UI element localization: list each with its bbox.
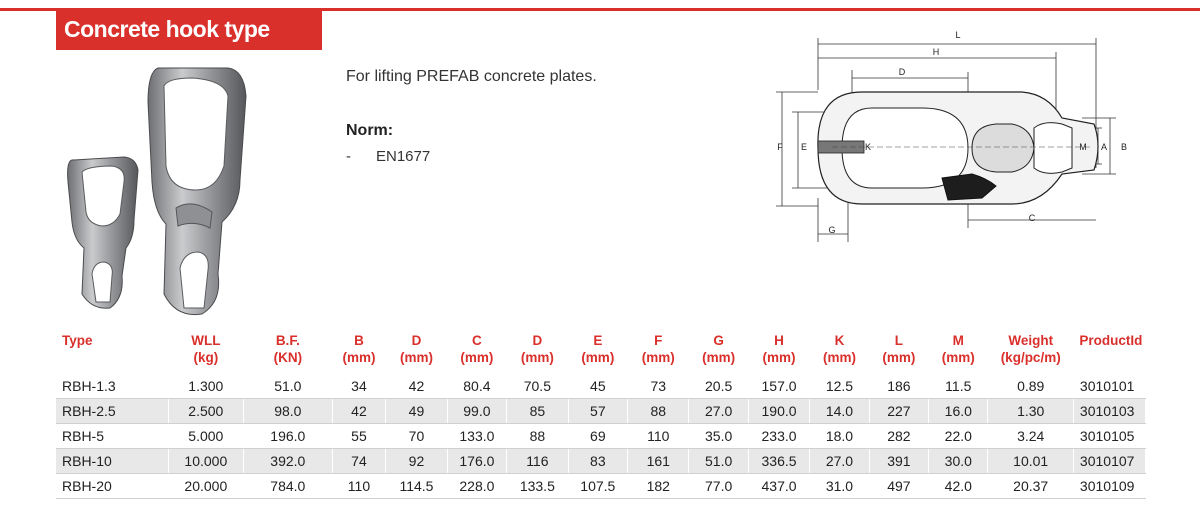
- column-header: [929, 326, 988, 374]
- table-row: [56, 374, 1146, 399]
- column-header-unit: (mm): [822, 350, 856, 365]
- table-cell: 391: [869, 449, 928, 474]
- table-cell: 133.5: [507, 474, 568, 499]
- table-cell: 14.0: [810, 399, 869, 424]
- column-header: [168, 326, 243, 374]
- table-cell: 3010105: [1073, 424, 1145, 449]
- column-header-unit: (mm): [641, 350, 675, 365]
- table-cell: 92: [386, 449, 447, 474]
- table-cell: 80.4: [447, 374, 506, 399]
- product-description: For lifting PREFAB concrete plates.: [346, 68, 597, 85]
- table-cell: 176.0: [447, 449, 506, 474]
- table-cell: 98.0: [243, 399, 332, 424]
- table-cell: 3010109: [1073, 474, 1145, 499]
- column-header-label: B: [354, 333, 364, 348]
- table-cell: 784.0: [243, 474, 332, 499]
- table-cell: 282: [869, 424, 928, 449]
- table-cell: 34: [332, 374, 386, 399]
- table-cell: 31.0: [810, 474, 869, 499]
- column-header-unit: (mm): [581, 350, 615, 365]
- table-row: [56, 474, 1146, 499]
- label-g: G: [828, 225, 836, 235]
- table-cell: 73: [628, 374, 689, 399]
- table-cell: 161: [628, 449, 689, 474]
- label-h: H: [932, 47, 940, 57]
- table-cell: 336.5: [748, 449, 809, 474]
- table-cell: 57: [568, 399, 627, 424]
- column-header: [988, 326, 1073, 374]
- table-cell: 83: [568, 449, 627, 474]
- label-a: A: [1100, 142, 1108, 152]
- table-cell: 182: [628, 474, 689, 499]
- column-header-label: D: [411, 333, 422, 348]
- label-c: C: [1028, 213, 1036, 223]
- table-cell: 10.01: [988, 449, 1073, 474]
- table-cell: 42: [386, 374, 447, 399]
- column-header-label: Type: [62, 333, 93, 348]
- label-d: D: [898, 67, 906, 77]
- table-cell: 88: [628, 399, 689, 424]
- column-header-label: C: [472, 333, 482, 348]
- small-hook-image: [68, 157, 138, 308]
- column-header-label: H: [774, 333, 784, 348]
- column-header-unit: (mm): [460, 350, 494, 365]
- table-cell: 20.5: [689, 374, 748, 399]
- table-cell: 16.0: [929, 399, 988, 424]
- table-cell: 45: [568, 374, 627, 399]
- table-row: [56, 449, 1146, 474]
- column-header-label: Weight: [1008, 333, 1054, 348]
- column-header-label: ProductId: [1079, 333, 1143, 348]
- table-cell: 88: [507, 424, 568, 449]
- table-cell: 186: [869, 374, 928, 399]
- table-row: [56, 399, 1146, 424]
- column-header-label: F: [654, 333, 663, 348]
- table-cell: 55: [332, 424, 386, 449]
- technical-drawing: [772, 28, 1142, 250]
- table-cell: 497: [869, 474, 928, 499]
- table-cell: 3010101: [1073, 374, 1145, 399]
- column-header: [628, 326, 689, 374]
- table-cell: 30.0: [929, 449, 988, 474]
- table-cell: 20.37: [988, 474, 1073, 499]
- table-cell: 20.000: [168, 474, 243, 499]
- specs-table: [56, 326, 1146, 499]
- table-cell: 110: [332, 474, 386, 499]
- column-header: [332, 326, 386, 374]
- table-cell: 70: [386, 424, 447, 449]
- table-cell: 42: [332, 399, 386, 424]
- table-cell: 227: [869, 399, 928, 424]
- column-header-label: M: [952, 333, 964, 348]
- column-header-unit: (mm): [882, 350, 916, 365]
- column-header: [447, 326, 506, 374]
- column-header: [748, 326, 809, 374]
- table-cell: 3010103: [1073, 399, 1145, 424]
- column-header: [689, 326, 748, 374]
- table-cell: 0.89: [988, 374, 1073, 399]
- table-cell: 3010107: [1073, 449, 1145, 474]
- column-header: [568, 326, 627, 374]
- column-header: [243, 326, 332, 374]
- table-cell: 99.0: [447, 399, 506, 424]
- table-cell: 70.5: [507, 374, 568, 399]
- table-cell: 196.0: [243, 424, 332, 449]
- table-cell: 85: [507, 399, 568, 424]
- column-header-label: WLL: [191, 333, 221, 348]
- column-header: [869, 326, 928, 374]
- table-cell: 5.000: [168, 424, 243, 449]
- label-b: B: [1120, 142, 1128, 152]
- label-f: F: [777, 142, 783, 152]
- table-cell: 74: [332, 449, 386, 474]
- large-hook-image: [148, 68, 246, 315]
- table-cell: 228.0: [447, 474, 506, 499]
- column-header-unit: (mm): [762, 350, 796, 365]
- label-k: K: [864, 142, 872, 152]
- page-title: Concrete hook type RBH: [56, 8, 322, 50]
- table-cell: 18.0: [810, 424, 869, 449]
- column-header-unit: (mm): [941, 350, 975, 365]
- table-header-row: [56, 326, 1146, 374]
- table-cell: 27.0: [810, 449, 869, 474]
- table-cell: 12.5: [810, 374, 869, 399]
- table-cell: 116: [507, 449, 568, 474]
- product-photo: [52, 62, 262, 320]
- table-cell: 233.0: [748, 424, 809, 449]
- column-header: [507, 326, 568, 374]
- table-cell: 133.0: [447, 424, 506, 449]
- table-cell: 392.0: [243, 449, 332, 474]
- table-cell: 11.5: [929, 374, 988, 399]
- table-cell: 51.0: [243, 374, 332, 399]
- column-header-label: D: [532, 333, 543, 348]
- norm-heading: Norm:: [346, 122, 394, 139]
- table-cell: 42.0: [929, 474, 988, 499]
- column-header-unit: (kg/pc/m): [1000, 350, 1061, 365]
- table-cell: 3.24: [988, 424, 1073, 449]
- table-cell: 437.0: [748, 474, 809, 499]
- table-cell: 157.0: [748, 374, 809, 399]
- column-header: [56, 326, 168, 374]
- table-cell: 69: [568, 424, 627, 449]
- table-cell: 27.0: [689, 399, 748, 424]
- norm-list-item: [346, 148, 430, 165]
- table-cell: RBH-2.5: [56, 399, 168, 424]
- column-header-label: E: [593, 333, 603, 348]
- table-cell: 51.0: [689, 449, 748, 474]
- column-header-unit: (mm): [702, 350, 736, 365]
- column-header-label: L: [894, 333, 903, 348]
- column-header-label: K: [834, 333, 845, 348]
- table-cell: 107.5: [568, 474, 627, 499]
- table-cell: 190.0: [748, 399, 809, 424]
- norm-bullet: -: [346, 148, 351, 165]
- column-header-label: B.F.: [275, 333, 300, 348]
- table-cell: 1.30: [988, 399, 1073, 424]
- column-header: [386, 326, 447, 374]
- column-header-unit: (kg): [193, 350, 219, 365]
- table-cell: 2.500: [168, 399, 243, 424]
- label-l: L: [955, 30, 961, 40]
- table-cell: 1.300: [168, 374, 243, 399]
- table-cell: 110: [628, 424, 689, 449]
- label-m: M: [1079, 142, 1087, 152]
- table-cell: 35.0: [689, 424, 748, 449]
- table-cell: 10.000: [168, 449, 243, 474]
- table-cell: RBH-20: [56, 474, 168, 499]
- table-cell: RBH-5: [56, 424, 168, 449]
- table-cell: 77.0: [689, 474, 748, 499]
- label-e: E: [800, 142, 808, 152]
- column-header: [1073, 326, 1145, 374]
- column-header-unit: (KN): [273, 350, 303, 365]
- column-header-unit: (mm): [520, 350, 554, 365]
- table-cell: 22.0: [929, 424, 988, 449]
- column-header-label: G: [713, 333, 724, 348]
- table-cell: 114.5: [386, 474, 447, 499]
- table-cell: RBH-10: [56, 449, 168, 474]
- column-header: [810, 326, 869, 374]
- table-cell: RBH-1.3: [56, 374, 168, 399]
- column-header-unit: (mm): [399, 350, 433, 365]
- table-row: [56, 424, 1146, 449]
- table-cell: 49: [386, 399, 447, 424]
- column-header-unit: (mm): [342, 350, 376, 365]
- norm-standard: EN1677: [376, 148, 431, 165]
